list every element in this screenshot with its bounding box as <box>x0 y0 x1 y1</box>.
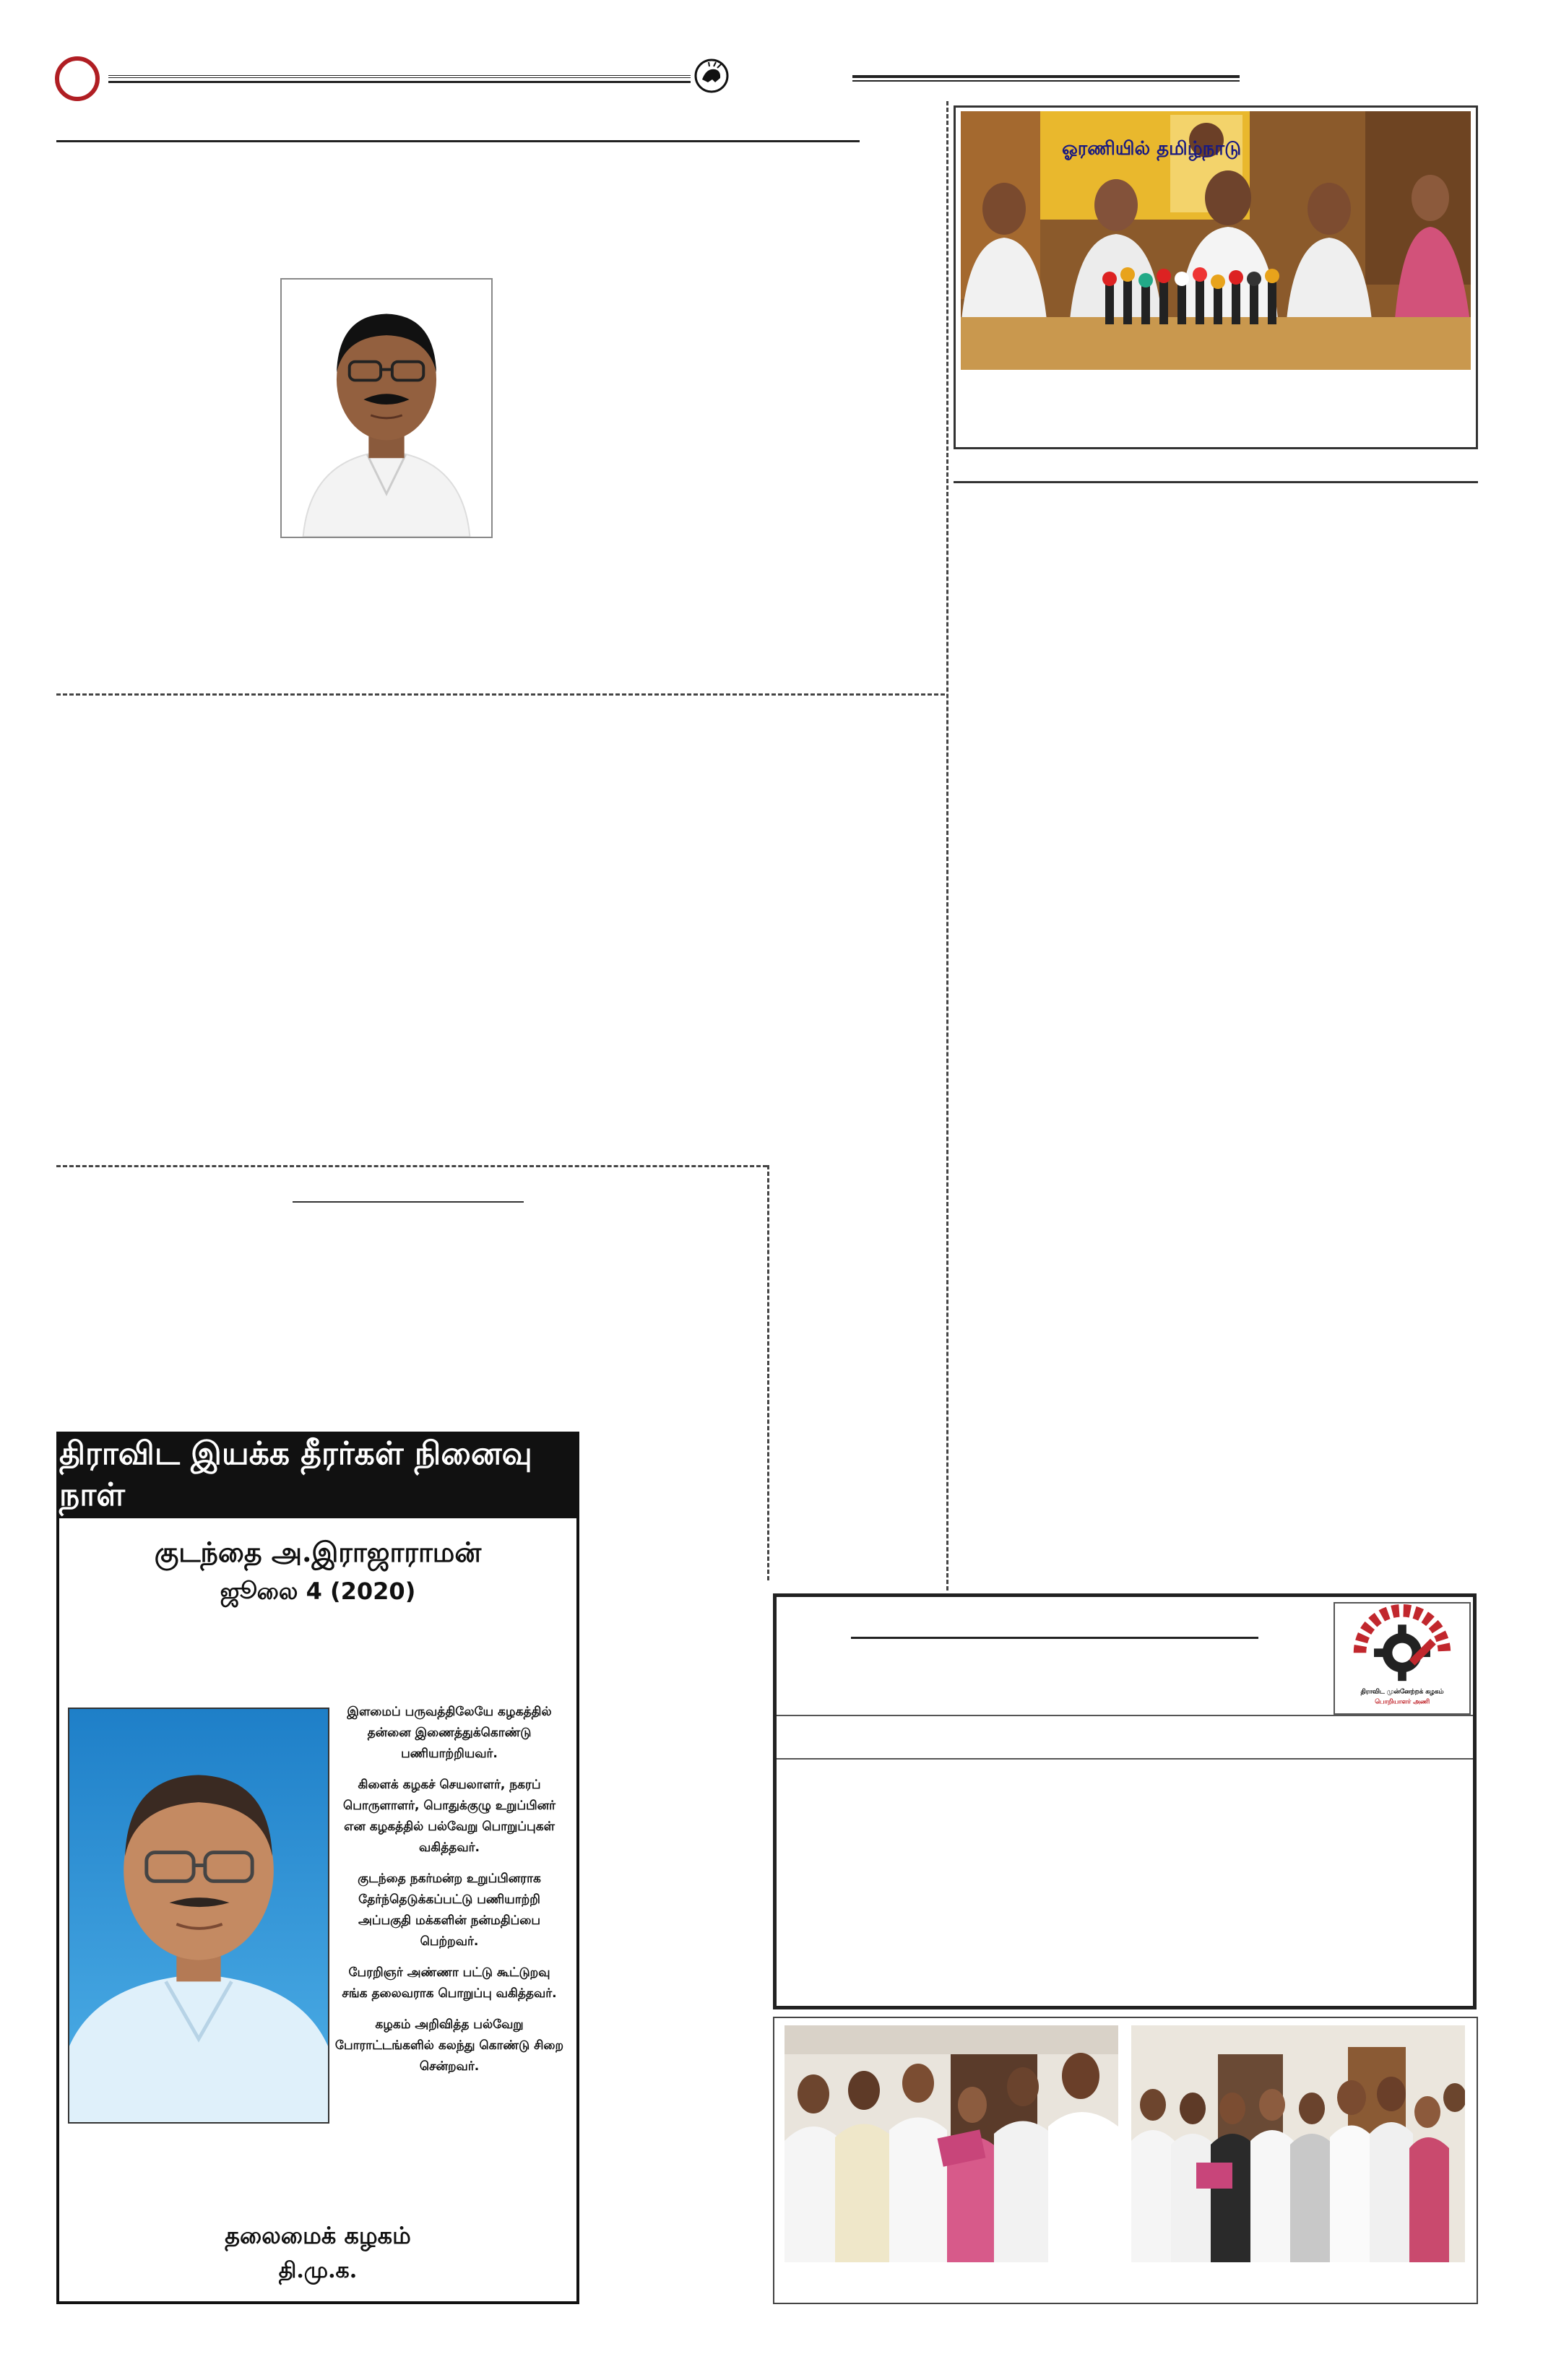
right-column-rule <box>954 481 1478 483</box>
event-photo-right <box>1131 2025 1465 2262</box>
masthead-rule-right <box>852 75 1240 82</box>
leader-portrait-photo <box>280 278 493 538</box>
memorial-bio-paragraph: கழகம் அறிவித்த பல்வேறு போராட்டங்களில் கலந்து கொண்டு சிறை சென்றவர். <box>334 2017 564 2074</box>
rising-sun-emblem-icon <box>693 58 730 94</box>
memorial-bio <box>334 1702 565 2087</box>
press-meet-photo <box>961 111 1471 370</box>
ad-logo-text-top: திராவிட முன்னேற்றக் கழகம் <box>1360 1688 1444 1696</box>
section-separator-1 <box>56 693 945 696</box>
memorial-bio-paragraph: இளமைப் பருவத்திலேயே கழகத்தில் தன்னை இணைத்துக்கொண்டு பணியாற்றியவர். <box>347 1705 552 1761</box>
notice-box-title-rule <box>851 1637 1258 1639</box>
masthead-red-circle <box>55 56 100 101</box>
memorial-bio-paragraph: பேரறிஞர் அண்ணா பட்டு கூட்டுறவு சங்க தலைவராக பொறுப்பு வகித்தவர். <box>342 1965 557 2001</box>
memorial-date: ஜூலை 4 (2020) <box>220 1578 416 1605</box>
notice-box-divider-2 <box>777 1758 1473 1760</box>
memorial-signature-line1: தலைமைக் கழகம் <box>225 2222 411 2249</box>
memorial-name: குடந்தை அ.இராஜாராமன் <box>154 1536 482 1568</box>
headline-rule <box>56 140 860 142</box>
subhead-rule <box>293 1201 524 1203</box>
memorial-portrait-photo <box>68 1708 329 2124</box>
gear-emblem-icon <box>1334 1602 1471 1715</box>
column-separator-lower <box>767 1165 769 1580</box>
ad-logo-text-bottom: பொறியாளர் அணி <box>1375 1698 1430 1706</box>
event-photo-left <box>785 2025 1118 2262</box>
memorial-heading: திராவிட இயக்க தீரர்கள் நினைவு நாள் <box>59 1435 576 1518</box>
section-separator-2 <box>56 1165 767 1167</box>
memorial-bio-paragraph: குடந்தை நகர்மன்ற உறுப்பினராக தேர்ந்தெடுக்கப்பட்டு பணியாற்றி அப்பகுதி மக்களின் நன்மதிப்பை பெற்றவர். <box>358 1871 541 1949</box>
memorial-notice <box>56 1432 579 2304</box>
column-separator-main <box>946 101 948 1591</box>
masthead-rule-left <box>108 75 691 83</box>
memorial-bio-paragraph: கிளைக் கழகச் செயலாளர், நகரப் பொருளாளர், பொதுக்குழு உறுப்பினர் என கழகத்தில் பல்வேறு பொறுப்புகள் வகித்தவர். <box>343 1778 556 1855</box>
memorial-signature-line2: தி.மு.க. <box>278 2258 358 2283</box>
banner-text: ஓரணியில் தமிழ்நாடு <box>1062 138 1242 160</box>
